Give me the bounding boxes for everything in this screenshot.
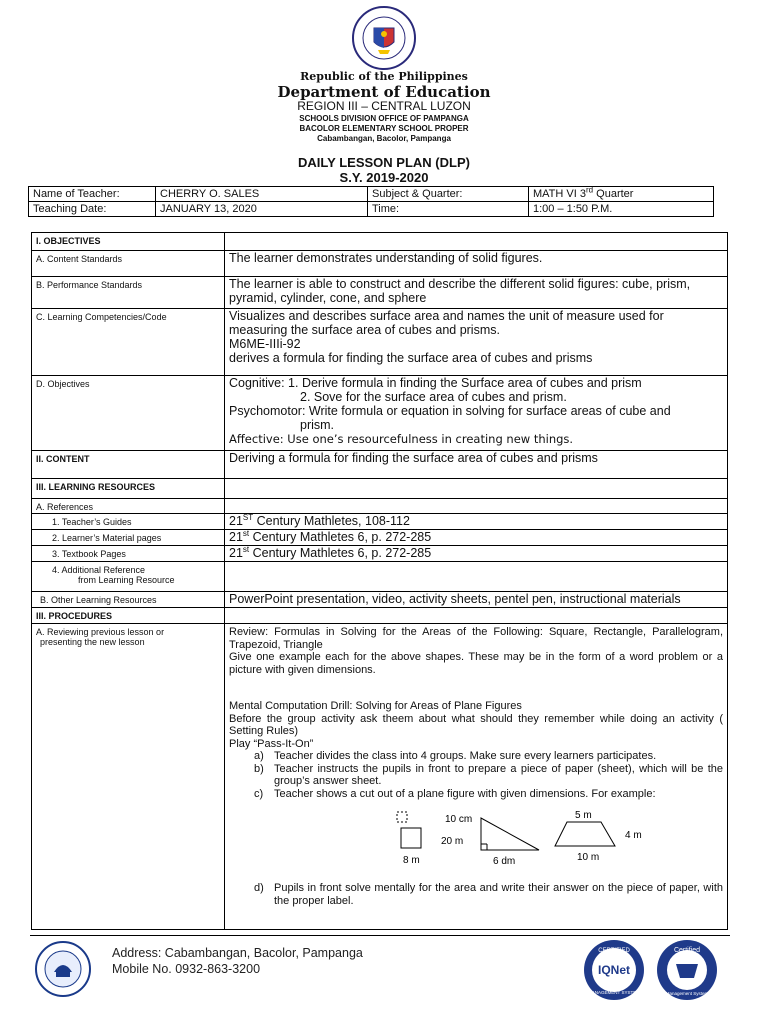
resources-heading: III. LEARNING RESOURCES bbox=[32, 479, 225, 499]
subject-value: MATH VI 3rd Quarter bbox=[529, 187, 714, 202]
teacher-info-table bbox=[28, 186, 714, 217]
teacher-label: Name of Teacher: bbox=[29, 187, 156, 202]
svg-text:CERTIFIED: CERTIFIED bbox=[598, 948, 630, 954]
textbook-pages-label: 3. Textbook Pages bbox=[32, 546, 225, 562]
other-resources-value: PowerPoint presentation, video, activity sheets, pentel pen, instructional materials bbox=[225, 592, 728, 608]
competencies-label: C. Learning Competencies/Code bbox=[32, 309, 225, 376]
location-heading: Cabambangan, Bacolor, Pampanga bbox=[317, 134, 451, 143]
content-standards-value: The learner demonstrates understanding of solid figures. bbox=[225, 251, 728, 277]
footer-address: Address: Cabambangan, Bacolor, Pampanga bbox=[112, 946, 363, 960]
square-figure bbox=[401, 828, 421, 848]
other-resources-label: B. Other Learning Resources bbox=[32, 592, 225, 608]
school-logo bbox=[34, 940, 92, 998]
svg-text:MANAGEMENT SYSTEM: MANAGEMENT SYSTEM bbox=[588, 990, 640, 995]
footer-divider bbox=[30, 935, 730, 936]
textbook-pages-value: 21st Century Mathletes 6, p. 272-285 bbox=[225, 546, 728, 562]
lesson-plan-table bbox=[31, 232, 728, 930]
certified-management-badge bbox=[654, 938, 720, 1002]
trapezoid-top-label: 5 m bbox=[575, 810, 592, 821]
subject-label: Subject & Quarter: bbox=[368, 187, 529, 202]
rectangle-hint bbox=[397, 812, 407, 822]
content-value: Deriving a formula for finding the surface area of cubes and prisms bbox=[225, 451, 728, 479]
svg-text:IQNet: IQNet bbox=[597, 963, 631, 977]
department-heading: Department of Education bbox=[277, 83, 491, 101]
reviewing-lesson-value: Review: Formulas in Solving for the Areas of the Following: Square, Rectangle, Parallelogram, Trapezoid, Triangle Give one example each for the above shapes. These may be in the form of a word problem or a picture with given dimensions. Mental Computation Drill: Solving for Areas of Plane Figures Before the group activity ask theem about what should they remember while doing an activity ( Setting Rules) Play “Pass-It-On” a) Teacher divides the class into 4 groups. Make sure every learners participates. b) Teacher instructs the pupils in front to prepare a piece of paper (sheet), which will be the group’s answer sheet. c) Teacher shows a cut out of a plane figure with given dimensions. For example: 8 m 10 cm 20 m 6 dm 5 m 4 m 10 m d) Pupils in front solve mentally for the area and write their answer on the piece of paper, with the proper label. bbox=[225, 624, 728, 930]
school-year: S.Y. 2019-2020 bbox=[339, 170, 429, 185]
rectangle-width-label: 8 m bbox=[403, 855, 420, 866]
page-title: DAILY LESSON PLAN (DLP) bbox=[298, 155, 470, 170]
competencies-value: Visualizes and describes surface area and names the unit of measure used for measuring the surface area of cubes and prisms. M6ME-IIIi-92 derives a formula for finding the surface area of cubes and prisms bbox=[225, 309, 728, 376]
trapezoid-figure bbox=[555, 822, 615, 846]
triangle-figure bbox=[481, 818, 539, 850]
time-label: Time: bbox=[368, 202, 529, 217]
trapezoid-height-label: 4 m bbox=[625, 830, 642, 841]
region-heading: REGION III – CENTRAL LUZON bbox=[297, 99, 471, 113]
additional-reference-label: 4. Additional Reference from Learning Resource bbox=[32, 562, 225, 592]
date-label: Teaching Date: bbox=[29, 202, 156, 217]
teachers-guides-value: 21ST Century Mathletes, 108-112 bbox=[225, 514, 728, 530]
learners-material-label: 2. Learner’s Material pages bbox=[32, 530, 225, 546]
learners-material-value: 21st Century Mathletes 6, p. 272-285 bbox=[225, 530, 728, 546]
iqnet-badge bbox=[582, 938, 646, 1002]
teacher-value: CHERRY O. SALES bbox=[156, 187, 368, 202]
procedures-heading: III. PROCEDURES bbox=[32, 608, 225, 624]
references-label: A. References bbox=[32, 499, 225, 514]
republic-heading: Republic of the Philippines bbox=[300, 70, 468, 83]
objectives-value: Cognitive: 1. Derive formula in finding the Surface area of cubes and prism 2. Sove for the surface area of cubes and prism. Psychomotor: Write formula or equation in solving for surface areas of cube and prism. Affective: Use one’s resourcefulness in creating new things. bbox=[225, 376, 728, 451]
example-figures bbox=[389, 808, 719, 868]
content-standards-label: A. Content Standards bbox=[32, 251, 225, 277]
time-value: 1:00 – 1:50 P.M. bbox=[529, 202, 714, 217]
trapezoid-base-label: 10 m bbox=[577, 852, 600, 863]
triangle-height2-label: 20 m bbox=[441, 836, 464, 847]
content-heading: II. CONTENT bbox=[32, 451, 225, 479]
performance-standards-value: The learner is able to construct and describe the different solid figures: cube, prism, pyramid, cylinder, cone, and sphere bbox=[225, 277, 728, 309]
division-heading: SCHOOLS DIVISION OFFICE OF PAMPANGA bbox=[299, 114, 469, 123]
teachers-guides-label: 1. Teacher’s Guides bbox=[32, 514, 225, 530]
reviewing-lesson-label: A. Reviewing previous lesson or presenting the new lesson bbox=[32, 624, 225, 930]
date-value: JANUARY 13, 2020 bbox=[156, 202, 368, 217]
objectives-heading: I. OBJECTIVES bbox=[32, 233, 225, 251]
objectives-label: D. Objectives bbox=[32, 376, 225, 451]
svg-text:Management System: Management System bbox=[665, 991, 709, 996]
svg-text:Certified: Certified bbox=[673, 947, 701, 954]
footer-mobile: Mobile No. 0932-863-3200 bbox=[112, 962, 261, 976]
deped-seal bbox=[352, 6, 416, 70]
school-heading: BACOLOR ELEMENTARY SCHOOL PROPER bbox=[299, 124, 469, 133]
triangle-height-label: 10 cm bbox=[445, 814, 473, 825]
performance-standards-label: B. Performance Standards bbox=[32, 277, 225, 309]
triangle-base-label: 6 dm bbox=[493, 856, 516, 867]
